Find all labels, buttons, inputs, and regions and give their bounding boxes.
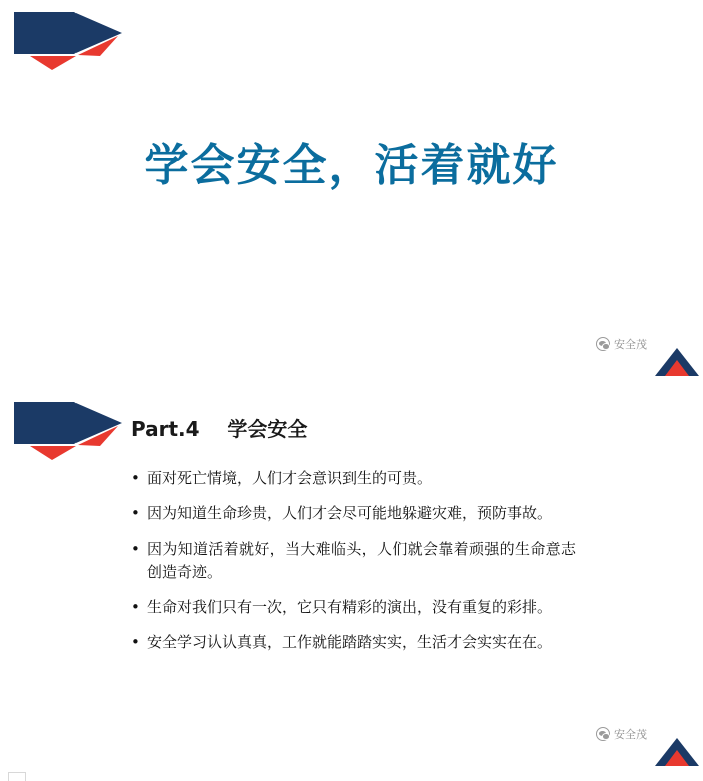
wechat-icon [596,727,610,741]
watermark-label: 安全茂 [614,338,647,351]
list-item: • 因为知道活着就好，当大难临头，人们就会靠着顽强的生命意志创造奇迹。 [131,538,576,585]
arrow-corner-logo-icon [655,738,699,766]
wechat-icon [596,337,610,351]
list-item: • 生命对我们只有一次，它只有精彩的演出，没有重复的彩排。 [131,596,576,619]
list-item: • 安全学习认认真真，工作就能踏踏实实，生活才会实实在在。 [131,631,576,654]
page-edge-marker [8,772,26,781]
watermark-bottom [596,726,647,742]
section-heading: Part.4 学会安全 [131,417,308,441]
slide-bottom [0,391,703,781]
watermark-top [596,336,647,352]
slide-top [0,0,703,390]
arrow-corner-logo-icon [655,348,699,376]
arrow-logo-icon [14,402,124,460]
page-title: 学会安全，活着就好 [144,140,559,191]
list-item: • 因为知道生命珍贵，人们才会尽可能地躲避灾难，预防事故。 [131,502,576,525]
watermark-label: 安全茂 [614,728,647,741]
bullet-list [131,467,576,667]
arrow-logo-icon [14,12,124,70]
list-item: • 面对死亡情境，人们才会意识到生的可贵。 [131,467,576,490]
